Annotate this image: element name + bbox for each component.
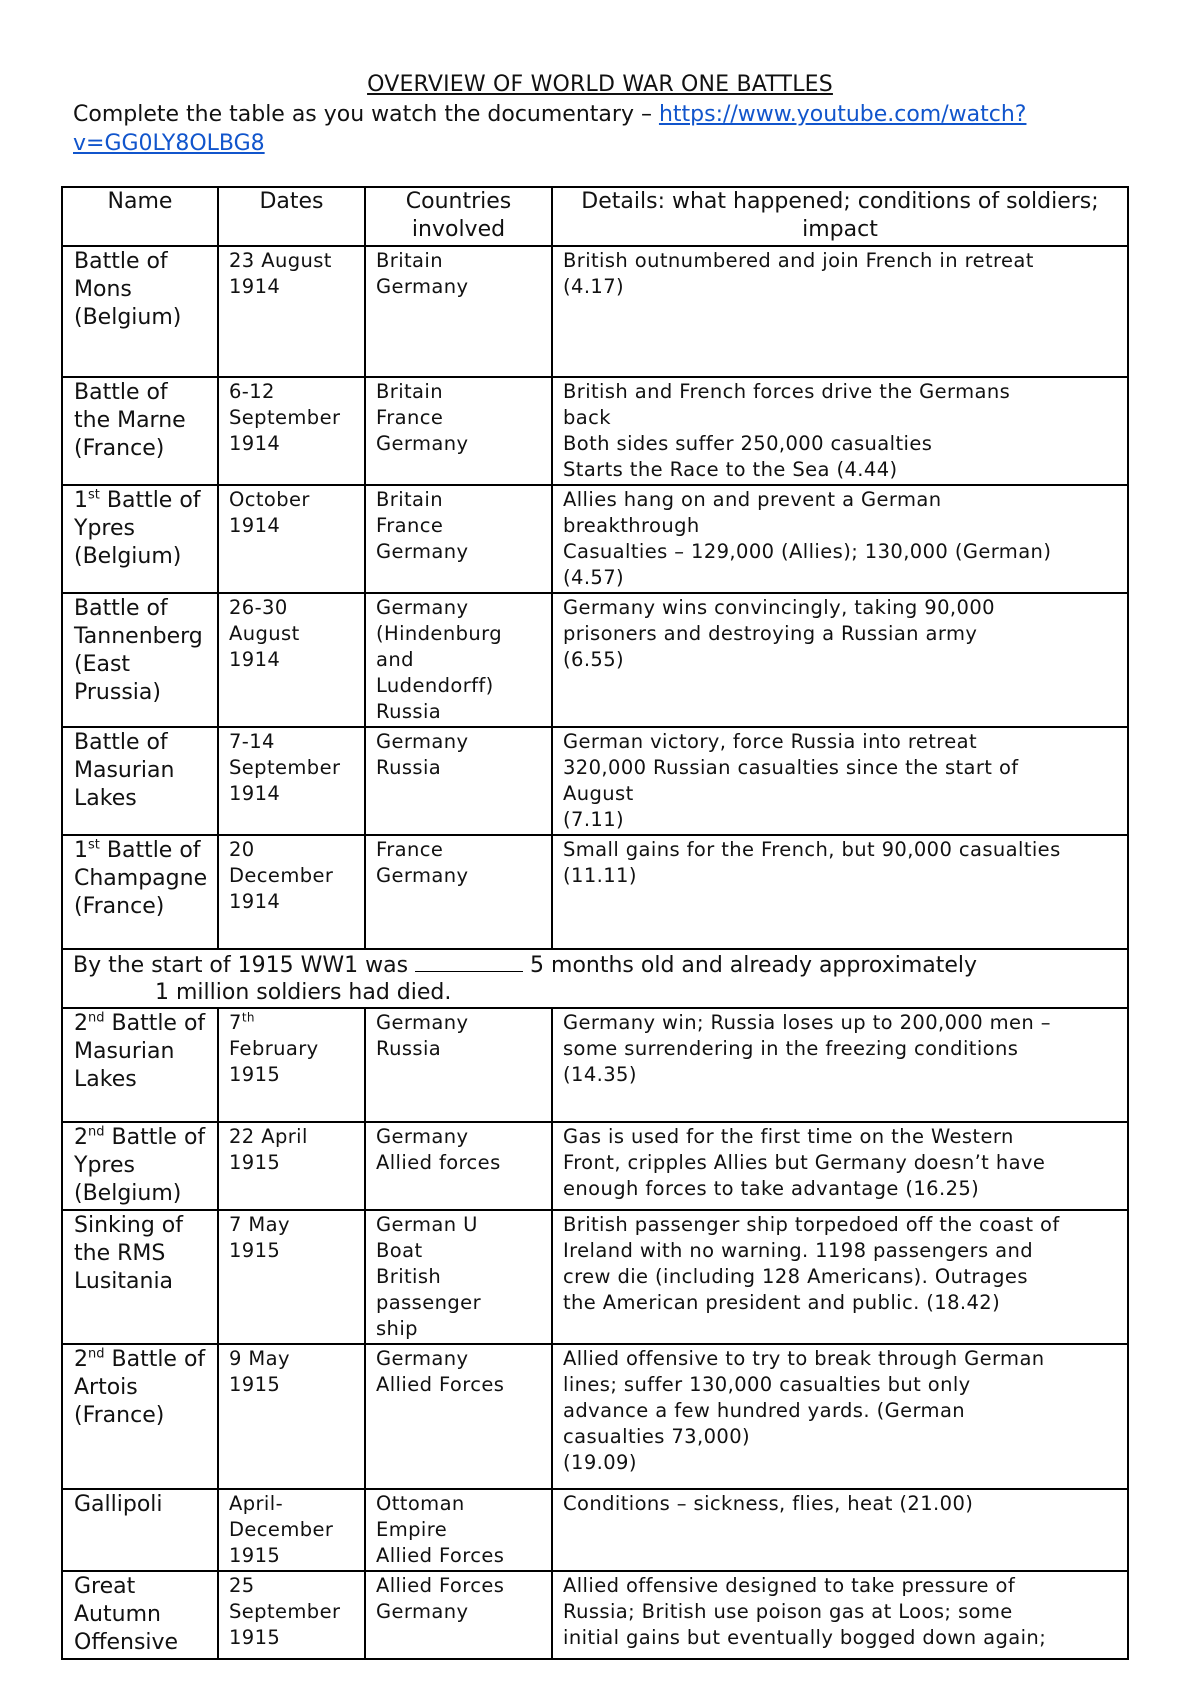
table-row [62,1008,1128,1122]
battle-name: Battle of Masurian Lakes [62,727,218,835]
battle-details: Allies hang on and prevent a German breakthrough Casualties – 129,000 (Allies); 130,000 (German) (4.57) [552,485,1128,593]
battle-name: Battle of the Marne (France) [62,377,218,485]
table-row [62,1489,1128,1571]
battle-details: Conditions – sickness, flies, heat (21.00) [552,1489,1128,1571]
battle-details: British and French forces drive the Germans back Both sides suffer 250,000 casualties Starts the Race to the Sea (4.44) [552,377,1128,485]
table-row [62,1210,1128,1344]
battle-dates: 25 September 1915 [218,1571,365,1659]
battle-details: Germany win; Russia loses up to 200,000 men – some surrendering in the freezing conditions (14.35) [552,1008,1128,1122]
fill-in-blank[interactable] [415,951,523,972]
battle-dates: 20 December 1914 [218,835,365,949]
battle-countries: Britain Germany [365,246,552,377]
table-row [62,246,1128,377]
note-cell: By the start of 1915 WW1 was 5 months old and already approximately 1 million soldiers had died. [62,949,1128,1008]
battle-dates: 6-12 September 1914 [218,377,365,485]
battle-details: Allied offensive to try to break through German lines; suffer 130,000 casualties but only advance a few hundred yards. (German casualties 73,000) (19.09) [552,1344,1128,1489]
battle-dates: 9 May 1915 [218,1344,365,1489]
table-row [62,1571,1128,1659]
battle-name: Battle of Tannenberg (East Prussia) [62,593,218,727]
battle-dates: 7 May 1915 [218,1210,365,1344]
battle-countries: Allied Forces Germany [365,1571,552,1659]
battle-details: British outnumbered and join French in retreat (4.17) [552,246,1128,377]
battle-dates: 23 August 1914 [218,246,365,377]
battle-countries: Germany Russia [365,1008,552,1122]
table-header-row [62,187,1128,246]
battle-countries: Germany (Hindenburg and Ludendorff) Russia [365,593,552,727]
battle-details: British passenger ship torpedoed off the coast of Ireland with no warning. 1198 passengers and crew die (including 128 Americans). Outrages the American president and public. (18.42) [552,1210,1128,1344]
documentary-link[interactable]: https://www.youtube.com/watch? v=GG0LY8OLBG8 [73,102,1027,156]
battle-dates: October 1914 [218,485,365,593]
battle-name: Gallipoli [62,1489,218,1571]
table-row [62,835,1128,949]
table-row [62,377,1128,485]
battle-details: Small gains for the French, but 90,000 casualties (11.11) [552,835,1128,949]
note-row [62,949,1128,1008]
page-title: OVERVIEW OF WORLD WAR ONE BATTLES [367,72,833,97]
battle-countries: Britain France Germany [365,485,552,593]
header-name: Name [62,187,218,246]
battle-dates: 7-14 September 1914 [218,727,365,835]
header-dates: Dates [218,187,365,246]
battle-countries: France Germany [365,835,552,949]
battle-details: Gas is used for the first time on the Western Front, cripples Allies but Germany doesn’t have enough forces to take advantage (16.25) [552,1122,1128,1210]
battle-details: Allied offensive designed to take pressure of Russia; British use poison gas at Loos; some initial gains but eventually bogged down again; [552,1571,1128,1659]
header-details: Details: what happened; conditions of soldiers; impact [552,187,1128,246]
battle-details: Germany wins convincingly, taking 90,000 prisoners and destroying a Russian army (6.55) [552,593,1128,727]
battle-name: 1st Battle of Ypres (Belgium) [62,485,218,593]
battle-name: Sinking of the RMS Lusitania [62,1210,218,1344]
battle-countries: Ottoman Empire Allied Forces [365,1489,552,1571]
battle-dates: 26-30 August 1914 [218,593,365,727]
battle-name: Battle of Mons (Belgium) [62,246,218,377]
battle-name: 2nd Battle of Artois (France) [62,1344,218,1489]
battle-name: 1st Battle of Champagne (France) [62,835,218,949]
battle-countries: German U Boat British passenger ship [365,1210,552,1344]
battle-dates: April- December 1915 [218,1489,365,1571]
table-row [62,593,1128,727]
battle-details: German victory, force Russia into retreat 320,000 Russian casualties since the start of August (7.11) [552,727,1128,835]
battle-countries: Germany Russia [365,727,552,835]
battle-countries: Germany Allied Forces [365,1344,552,1489]
battle-dates: 7th February 1915 [218,1008,365,1122]
header-countries: Countries involved [365,187,552,246]
table-row [62,1344,1128,1489]
battle-name: Great Autumn Offensive [62,1571,218,1659]
table-row [62,485,1128,593]
battles-table [61,186,1129,1660]
instructions [73,100,1133,158]
instructions-text: Complete the table as you watch the documentary – [73,102,659,127]
table-row [62,727,1128,835]
battle-name: 2nd Battle of Ypres (Belgium) [62,1122,218,1210]
battle-countries: Britain France Germany [365,377,552,485]
battle-dates: 22 April 1915 [218,1122,365,1210]
table-row [62,1122,1128,1210]
battle-name: 2nd Battle of Masurian Lakes [62,1008,218,1122]
battle-countries: Germany Allied forces [365,1122,552,1210]
